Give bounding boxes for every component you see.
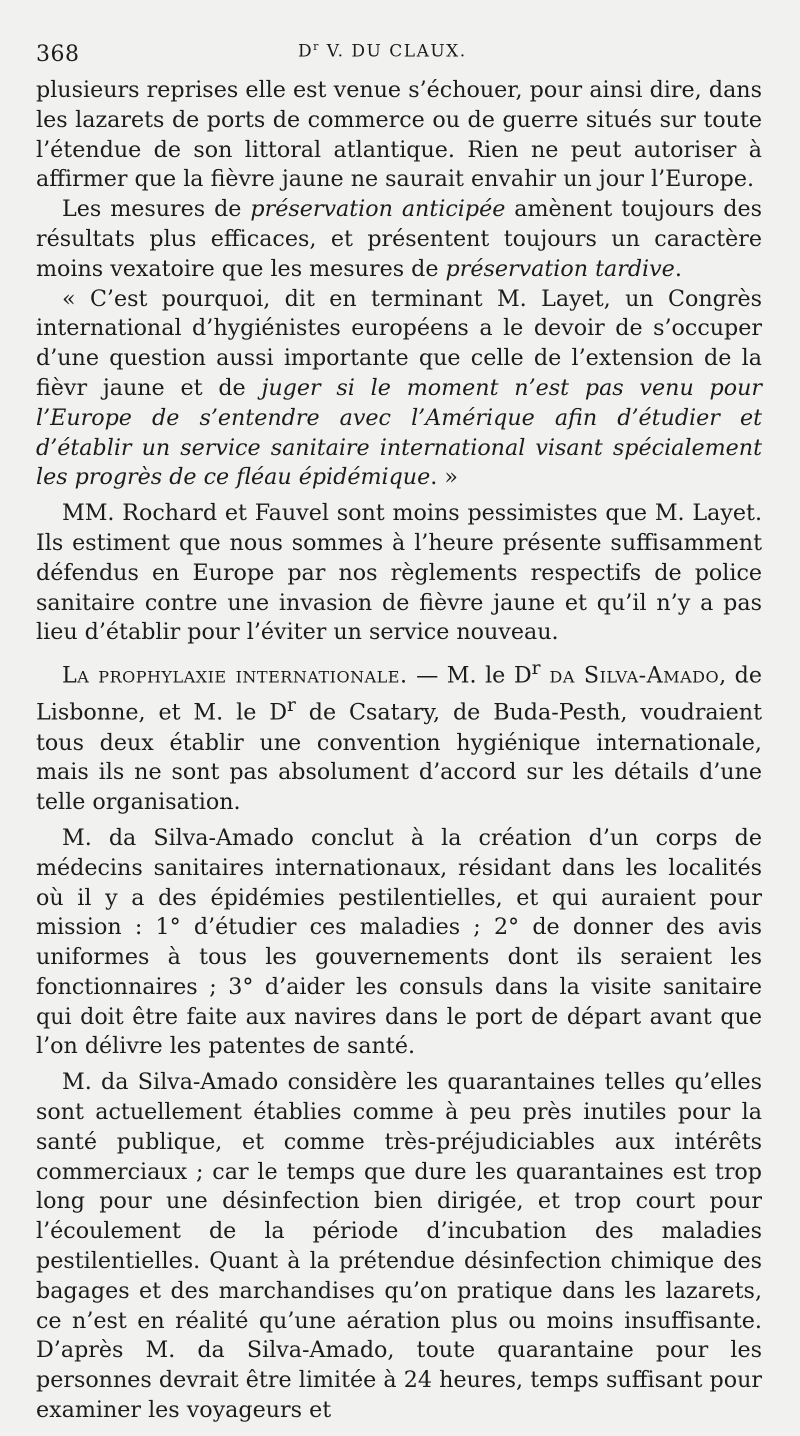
- author-prefix: D: [298, 41, 314, 62]
- text-run: de Csatary, de Buda-Pesth, voudraient tous deux établir une convention hygiénique internationale, mais ils ne sont pas absolument d’accord sur les détails d’une telle organisation.: [36, 699, 762, 816]
- paragraph-rochard-fauvel: MM. Rochard et Fauvel sont moins pessimistes que M. Layet. Ils estiment que nous sommes à l’heure présente suffisamment défendus en Europe par nos règlements respectifs de police sanitaire contre une invasion de fièvre jaune et qu’il n’y a pas lieu d’établir pour l’éviter un service nouveau.: [36, 500, 762, 646]
- running-header: [36, 36, 762, 76]
- superscript: r: [531, 658, 541, 680]
- body-text: [36, 76, 762, 1426]
- superscript: r: [287, 695, 296, 717]
- paragraph-quarantaines: M. da Silva-Amado considère les quarantaines telles qu’elles sont actuellement établies comme à peu près inutiles pour la santé publique, et comme très-préjudiciables aux intérêts commerciaux ; car le temps que dure les quarantaines est trop long pour une désinfection bien dirigée, et trop court pour l’écoulement de la période d’incubation des maladies pestilentielles. Quant à la prétendue désinfection chimique des bagages et des marchandises qu’on pratique dans les lazarets, ce n’est en réalité qu’une aération plus ou moins insuffisante. D’après M. da Silva-Amado, toute quarantaine pour les personnes devrait être limitée à 24 heures, temps suffisant pour examiner les voyageurs et: [36, 1069, 762, 1424]
- text-run: Les mesures de: [62, 196, 251, 223]
- paragraph-layet-quote: [36, 285, 762, 494]
- section-heading: La prophylaxie internationale.: [62, 662, 408, 689]
- paragraph-preservation: [36, 195, 762, 284]
- page-number: 368: [36, 42, 80, 67]
- paragraph-medecins-sanitaires: M. da Silva-Amado conclut à la création d’un corps de médecins sanitaires internationaux, résidant dans les localités où il y a des épidémies pestilentielles, et qui auraient pour mission : 1° d’étudier ces maladies ; 2° de donner des avis uniformes à tous les gouvernements dont ils seraient les fonctionnaires ; 3° d’aider les consuls dans la visite sanitaire qui doit être faite aux navires dans le port de départ avant que l’on délivre les patentes de santé.: [36, 824, 762, 1060]
- text-run: — M. le D: [407, 662, 532, 689]
- italic-run: préservation tardive: [445, 255, 675, 282]
- italic-run: préservation anticipée: [250, 196, 506, 223]
- person-name: da Silva-Amado: [540, 662, 720, 689]
- author-name: V. DU CLAUX.: [319, 41, 467, 62]
- author-prefix-sup: r: [313, 40, 320, 53]
- paragraph-continuation: plusieurs reprises elle est venue s’échouer, pour ainsi dire, dans les lazarets de ports de commerce ou de guerre situés sur toute l’étendue de son littoral atlantique. Rien ne peut autoriser à affirmer que la fièvre jaune ne saurait envahir un jour l’Europe.: [36, 77, 762, 193]
- paragraph-prophylaxie: [36, 654, 762, 818]
- text-run: « C’est pourquoi, dit en terminant M. Layet, un Congrès international d’hygiénistes européens a le devoir de s’occuper d’une question aussi importante que celle de l’extension de la fièvr jaune et de: [36, 285, 762, 401]
- italic-run: juger si le moment n’est pas venu pour l’Europe de s’entendre avec l’Amérique afin d’étudier et d’établir un service sanitaire international visant spécialement les progrès de ce fléau épidémique: [36, 374, 762, 491]
- running-title: [298, 40, 467, 62]
- text-run: amènent toujours des résultats plus efficaces, et présentent toujours un caractère moins vexatoire que les mesures de: [36, 196, 762, 282]
- text-run: . »: [430, 464, 458, 491]
- text-run: , de Lisbonne, et M. le D: [36, 662, 762, 726]
- text-run: .: [674, 255, 682, 282]
